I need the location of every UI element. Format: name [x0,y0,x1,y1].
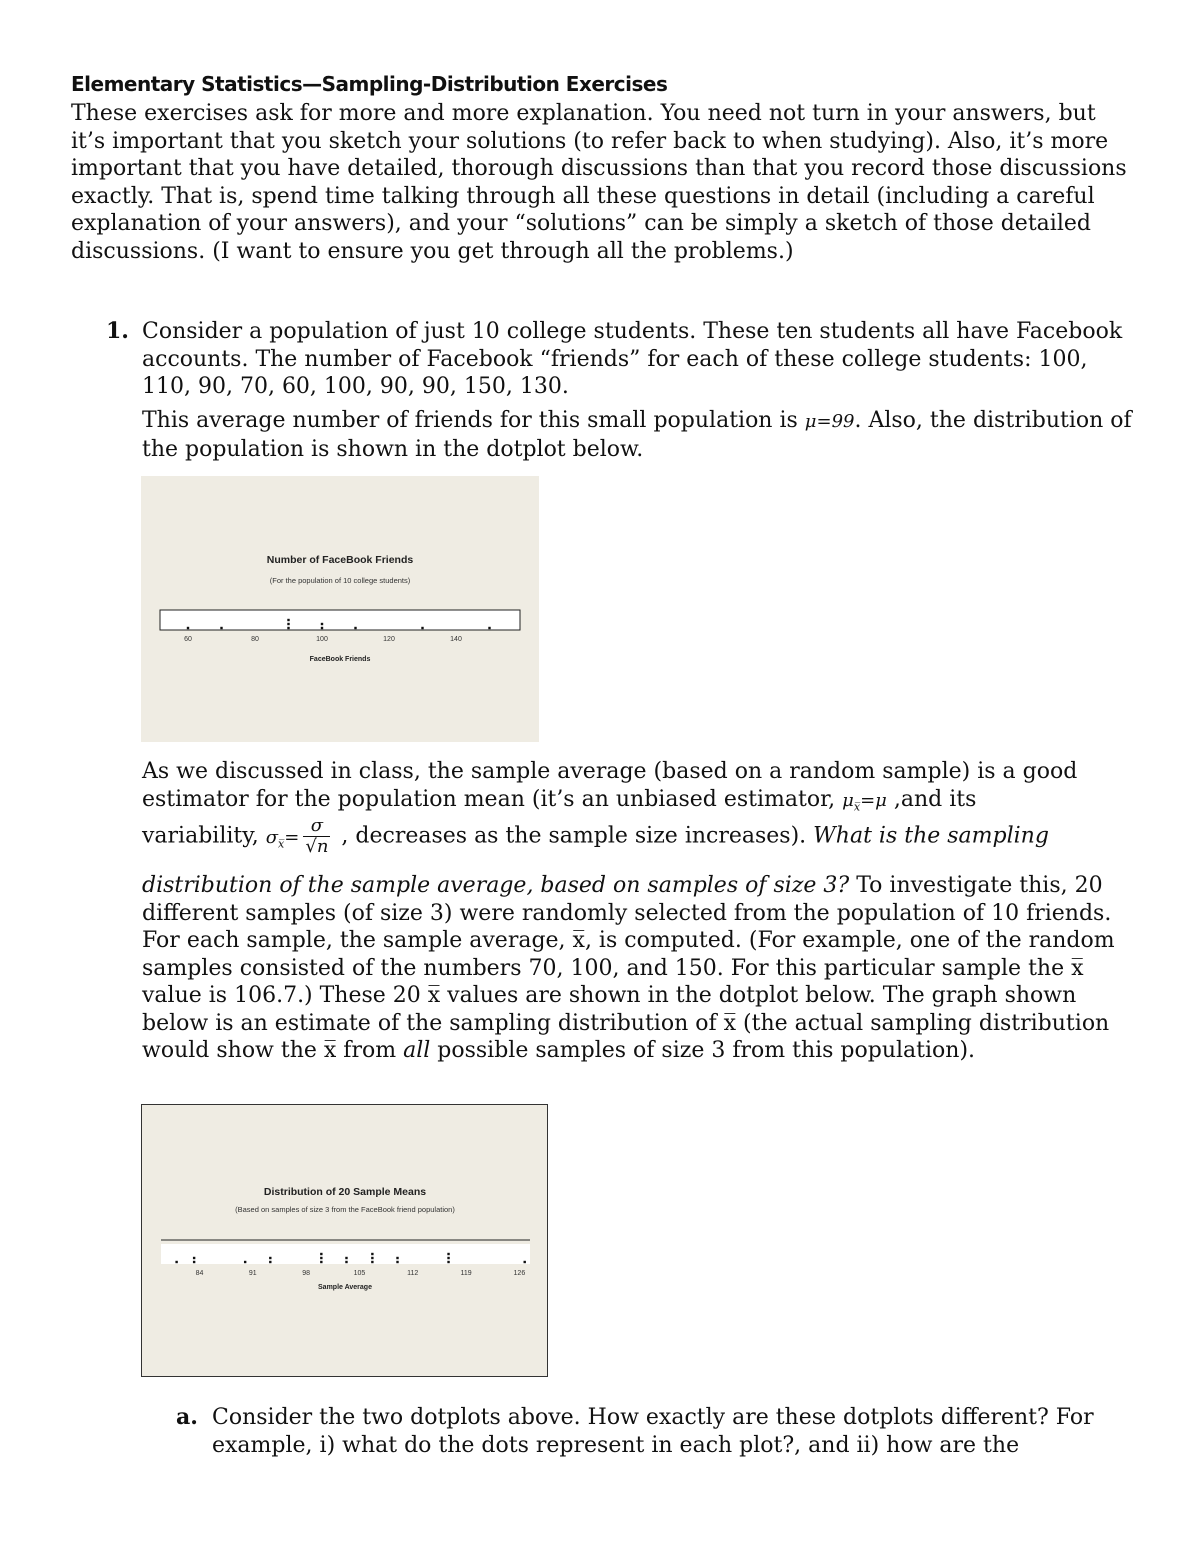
chart1-tick-label: 140 [450,636,462,643]
chart2-dot [447,1261,449,1263]
sampling-paragraph [142,872,1142,1065]
chart2-tick-label: 105 [353,1270,366,1277]
chart2-dot [320,1257,322,1259]
chart1-subtitle: (For the population of 10 college students) [269,576,411,585]
chart2-dot [320,1261,322,1263]
chart2-tick-label: 91 [248,1270,257,1277]
var-pre-text: variability, [142,823,266,849]
document-heading: Elementary Statistics—Sampling-Distribution Exercises [71,72,668,96]
sigma-xbar-symbol: $\sigma_{x̅}=$ [265,826,300,851]
chart1-dot [187,627,189,629]
variability-line [142,816,1049,857]
population-dotplot-svg [141,476,539,742]
population-mean-text [142,407,1132,463]
chart1-tick-label: 120 [383,636,395,643]
chart2-tick-label: 119 [460,1270,472,1277]
sampling-paragraph-body: To investigate this, 20 different samples (of size 3) were randomly selected from the population of 10 friends. For each sample, the sample average, x̅, is computed. (For example, one of the random samples consisted of the numbers 70, 100, and 150. For this particular sample the x̅ value is 106.7.) These 20 x̅ values are shown in the dotplot below. The graph shown below is an estimate of the sampling distribution of x̅ (the actual sampling distribution would show the x̅ from [142,873,1115,1063]
population-dotplot [141,476,539,742]
chart2-dot [345,1261,347,1263]
frac-denominator: √n [305,836,329,857]
chart2-dot [524,1261,526,1263]
sampling-question-italic: distribution of the sample average, based on samples of size 3? [142,873,850,898]
chart2-dot [396,1257,398,1259]
chart2-tick-label: 84 [195,1270,204,1277]
intro-paragraph: These exercises ask for more and more explanation. You need not turn in your answers, but it’s important that you sketch your solutions (to refer back to when studying). Also, it’s more important that you have detailed, thorough discussions than that you record those discussions exactly. That is, spend time talking through all these questions in detail (including a careful explanation of your answers), and your “solutions” can be simply a sketch of those detailed discussions. (I want to ensure you get through all the problems.) [71,101,1127,264]
question-number: 1. [106,318,129,344]
chart2-dot [320,1253,322,1255]
chart1-dot [287,623,289,625]
chart1-title: Number of FaceBook Friends [266,554,414,566]
mean-post: . Also, the distribution of the population is shown in the dotplot below. [142,408,1132,462]
chart2-xlabel: Sample Average [318,1284,372,1291]
item-a-label: a. [176,1404,198,1430]
var-post-text: , decreases as the sample size increases). [334,823,814,849]
chart1-dot [220,627,222,629]
chart2-dot [447,1257,449,1259]
mean-symbol: μ=99 [804,411,855,432]
chart2-tick-label: 112 [407,1270,419,1277]
chart1-dot [287,627,289,629]
all-italic: all [403,1038,431,1063]
mu-xbar-symbol: $\mu_{x̅}=\mu$ [842,789,887,814]
chart2-dot [371,1261,373,1263]
chart1-dot [287,619,289,621]
chart2-subtitle: (Based on samples of size 3 from the FaceBook friend population) [235,1205,455,1214]
chart1-dot [488,627,490,629]
chart2-dot [269,1257,271,1259]
mean-pre: This average number of friends for this small population is [142,408,805,433]
chart1-tick-label: 80 [251,636,259,643]
chart2-dot [447,1253,449,1255]
chart2-dot [193,1261,195,1263]
chart1-dot [421,627,423,629]
chart2-dot [193,1257,195,1259]
chart2-tick-label: 126 [513,1270,526,1277]
chart2-title: Distribution of 20 Sample Means [263,1186,427,1198]
chart1-dot [354,627,356,629]
question-text: Consider a population of just 10 college students. These ten students all have Facebook accounts. The number of Facebook “friends” for each of these college students: 100, 110, 90, 70, 60, 100, 90, 90, 150, 130. [142,319,1123,399]
chart2-dot [244,1261,246,1263]
chart1-dot [321,627,323,629]
var-italic-text: What is the sampling [813,823,1049,849]
chart1-plot-box [160,610,520,630]
chart2-tick-label: 98 [302,1270,311,1277]
chart2-dot [269,1261,271,1263]
sample-means-dotplot-svg [142,1105,547,1376]
sampling-paragraph-end: possible samples of size 3 from this population). [430,1038,976,1063]
chart1-tick-label: 100 [316,636,328,643]
frac-numerator: σ [310,815,324,836]
chart2-dot [371,1253,373,1255]
estimator-paragraph: As we discussed in class, the sample average (based on a random sample) is a good estimator for the population mean (it’s an unbiased estimator, $\mu_{x̅}=\mu$ ,and its [142,759,1078,814]
sample-means-dotplot [141,1104,548,1377]
sigma-over-root-n [303,816,330,857]
chart1-dot [321,623,323,625]
chart2-dot [175,1261,177,1263]
chart2-dot [371,1257,373,1259]
item-a-text: Consider the two dotplots above. How exactly are these dotplots different? For example, i) what do the dots represent in each plot?, and ii) how are the [212,1405,1094,1458]
chart1-tick-label: 60 [184,636,192,643]
chart2-dot [396,1261,398,1263]
chart1-xlabel: FaceBook Friends [309,656,371,663]
chart2-dot [345,1257,347,1259]
